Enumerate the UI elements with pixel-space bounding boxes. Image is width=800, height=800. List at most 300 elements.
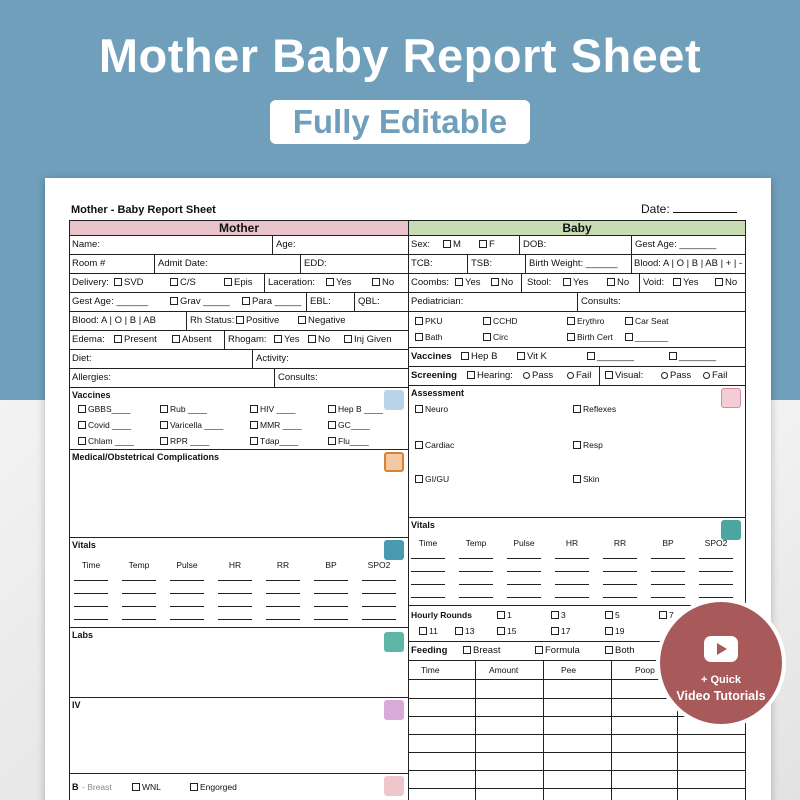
consults-label: Consults: — [278, 372, 318, 383]
coombs-yes-label: Yes — [465, 277, 481, 288]
resp-checkbox[interactable] — [573, 441, 581, 449]
vitals-entry-line[interactable] — [603, 558, 637, 559]
age-label: Age: — [276, 239, 296, 250]
vitals-entry-line[interactable] — [555, 558, 589, 559]
vitals-entry-line[interactable] — [507, 584, 541, 585]
hearing-checkbox[interactable] — [467, 371, 475, 379]
rh-negative-checkbox[interactable] — [298, 316, 306, 324]
vitals-entry-line[interactable] — [411, 584, 445, 585]
rh-negative-label: Negative — [308, 315, 346, 326]
vitals-entry-line[interactable] — [266, 580, 300, 581]
laceration-yes-label: Yes — [336, 277, 352, 288]
mother-column — [69, 220, 409, 800]
feed-table-row[interactable] — [409, 752, 745, 753]
baby-vitals-section[interactable] — [409, 518, 745, 606]
ebl-label: EBL: — [310, 296, 331, 307]
medical-chart-icon — [384, 540, 404, 560]
vaccine-label: GC____ — [338, 420, 370, 430]
stool-no-checkbox[interactable] — [607, 278, 615, 286]
skin-label: Skin — [583, 474, 600, 484]
svd-checkbox[interactable] — [114, 278, 122, 286]
other-test-checkbox[interactable] — [625, 333, 633, 341]
hearing-fail-label: Fail — [576, 370, 592, 381]
vitals-entry-line[interactable] — [122, 606, 156, 607]
mother-row-edema[interactable] — [70, 331, 408, 350]
breast-section — [70, 774, 408, 800]
complications-section[interactable] — [70, 450, 408, 538]
vitals-entry-line[interactable] — [74, 593, 108, 594]
pku-label: PKU — [425, 316, 443, 326]
feed-table-row[interactable] — [409, 734, 745, 735]
feed-col-poop: Poop — [635, 665, 655, 675]
sex-f-label: F — [489, 239, 495, 250]
vaccine-checkbox[interactable] — [250, 421, 258, 429]
rh-positive-label: Positive — [246, 315, 280, 326]
hearing-label: Hearing: — [477, 370, 513, 381]
vitals-entry-line[interactable] — [507, 558, 541, 559]
reflexes-checkbox[interactable] — [573, 405, 581, 413]
vaccine-label: Flu____ — [338, 436, 369, 446]
baby-blood-label: Blood: A | O | B | AB | + | - — [634, 258, 743, 269]
screening-label: Screening — [411, 370, 457, 381]
baby-vitals-col-rr: RR — [613, 538, 627, 548]
vaccine-label: RPR ____ — [170, 436, 210, 446]
edema-present-label: Present — [124, 334, 157, 345]
breastfeeding-icon — [384, 776, 404, 796]
erythro-label: Erythro — [577, 316, 605, 326]
complications-title: Medical/Obstetrical Complications — [72, 452, 220, 462]
vitals-entry-line[interactable] — [74, 606, 108, 607]
rhogam-yes-checkbox[interactable] — [274, 335, 282, 343]
sex-f-checkbox[interactable] — [479, 240, 487, 248]
svd-label: SVD — [124, 277, 144, 288]
wnl-label: WNL — [142, 782, 161, 792]
epis-label: Epis — [234, 277, 253, 288]
baby-tests-section — [409, 312, 745, 348]
feed-table-row[interactable] — [409, 788, 745, 789]
feed-col-time: Time — [421, 665, 440, 675]
hearing-fail-radio[interactable] — [567, 372, 574, 379]
vitals-entry-line[interactable] — [218, 580, 252, 581]
vitals-entry-line[interactable] — [699, 558, 733, 559]
stool-yes-label: Yes — [573, 277, 589, 288]
edema-present-checkbox[interactable] — [114, 335, 122, 343]
vitals-entry-line[interactable] — [218, 593, 252, 594]
vaccine-label: Hep B ____ — [338, 404, 383, 414]
void-yes-checkbox[interactable] — [673, 278, 681, 286]
baby-vitals-col-spo2: SPO2 — [704, 538, 728, 548]
vitals-entry-line[interactable] — [411, 558, 445, 559]
banner-subtitle: Fully Editable — [270, 100, 530, 144]
report-sheet — [45, 178, 771, 800]
vaccine-checkbox[interactable] — [328, 421, 336, 429]
baby-row-coombs[interactable] — [409, 274, 745, 293]
hourly-checkbox[interactable] — [605, 611, 613, 619]
assessment-title: Assessment — [411, 388, 465, 398]
vitals-entry-line[interactable] — [507, 597, 541, 598]
rhogam-no-label: No — [318, 334, 331, 345]
laceration-yes-checkbox[interactable] — [326, 278, 334, 286]
engorged-checkbox[interactable] — [190, 783, 198, 791]
hearing-pass-radio[interactable] — [523, 372, 530, 379]
rh-label: Rh Status: — [190, 315, 235, 326]
vitals-entry-line[interactable] — [555, 584, 589, 585]
tsb-label: TSB: — [471, 258, 493, 269]
vitals-entry-line[interactable] — [362, 606, 396, 607]
play-icon — [704, 636, 738, 662]
vitals-entry-line[interactable] — [651, 597, 685, 598]
stool-label: Stool: — [527, 277, 552, 288]
vaccine-checkbox[interactable] — [328, 437, 336, 445]
vaccine-checkbox[interactable] — [328, 405, 336, 413]
birth-cert-label: Birth Cert — [577, 332, 613, 342]
vitals-entry-line[interactable] — [314, 580, 348, 581]
void-no-checkbox[interactable] — [715, 278, 723, 286]
dob-label: DOB: — [523, 239, 547, 250]
para-label: Para _____ — [252, 296, 302, 307]
feed-both-checkbox[interactable] — [605, 646, 613, 654]
vaccine-label: MMR ____ — [260, 420, 302, 430]
baby-row-screening[interactable] — [409, 367, 745, 386]
badge-line2: Video Tutorials — [676, 689, 766, 703]
delivery-label: Delivery: — [72, 277, 109, 288]
sheet-date — [641, 202, 737, 216]
edd-label: EDD: — [304, 258, 327, 269]
b-label: B — [72, 782, 79, 792]
car-seat-label: Car Seat — [635, 316, 669, 326]
car-seat-checkbox[interactable] — [625, 317, 633, 325]
baby-header: Baby — [409, 221, 745, 236]
rhogam-label: Rhogam: — [228, 334, 267, 345]
void-yes-label: Yes — [683, 277, 699, 288]
hourly-checkbox[interactable] — [605, 627, 613, 635]
feed-breast-label: Breast — [473, 645, 501, 656]
vitals-entry-line[interactable] — [266, 593, 300, 594]
vitals-entry-line[interactable] — [555, 571, 589, 572]
labs-title: Labs — [72, 630, 94, 640]
sex-m-label: M — [453, 239, 461, 250]
vaccine-checkbox[interactable] — [78, 437, 86, 445]
syringe-icon — [384, 390, 404, 410]
edema-absent-checkbox[interactable] — [172, 335, 180, 343]
gigu-checkbox[interactable] — [415, 475, 423, 483]
breast-label: - Breast — [82, 782, 112, 792]
vitals-entry-line[interactable] — [74, 619, 108, 620]
circ-label: Circ — [493, 332, 509, 342]
mother-row-diet[interactable] — [70, 350, 408, 369]
hourly-label: 11 — [429, 626, 438, 636]
pediatrician-label: Pediatrician: — [411, 296, 464, 307]
vitals-entry-line[interactable] — [170, 580, 204, 581]
mother-vitals-title: Vitals — [72, 540, 96, 550]
other-test-label: _______ — [635, 332, 669, 342]
circ-checkbox[interactable] — [483, 333, 491, 341]
mother-vaccines-section — [70, 388, 408, 450]
vitals-entry-line[interactable] — [555, 597, 589, 598]
vit-k-label: Vit K — [527, 351, 547, 362]
cchd-label: CCHD — [493, 316, 518, 326]
clipboard-icon — [384, 452, 404, 472]
laceration-no-checkbox[interactable] — [372, 278, 380, 286]
hourly-label: 7 — [669, 610, 674, 620]
admit-label: Admit Date: — [158, 258, 208, 269]
vaccine-checkbox[interactable] — [160, 405, 168, 413]
baby-row-sex[interactable] — [409, 236, 745, 255]
neuro-checkbox[interactable] — [415, 405, 423, 413]
stool-yes-checkbox[interactable] — [563, 278, 571, 286]
erythro-checkbox[interactable] — [567, 317, 575, 325]
vaccine-checkbox[interactable] — [250, 437, 258, 445]
neuro-label: Neuro — [425, 404, 449, 414]
vitals-entry-line[interactable] — [74, 580, 108, 581]
hourly-label: 3 — [561, 610, 566, 620]
vitals-entry-line[interactable] — [362, 593, 396, 594]
feed-col-amount: Amount — [489, 665, 519, 675]
vitals-entry-line[interactable] — [170, 619, 204, 620]
vitals-col-spo2: SPO2 — [367, 560, 391, 570]
hourly-label: 5 — [615, 610, 620, 620]
inj-given-label: Inj Given — [354, 334, 392, 345]
visual-checkbox[interactable] — [605, 371, 613, 379]
assessment-section — [409, 386, 745, 518]
edema-label: Edema: — [72, 334, 105, 345]
sex-m-checkbox[interactable] — [443, 240, 451, 248]
skin-checkbox[interactable] — [573, 475, 581, 483]
vaccine-label: HIV ____ — [260, 404, 296, 414]
vaccine-checkbox[interactable] — [78, 421, 86, 429]
feed-table-row[interactable] — [409, 770, 745, 771]
vaccine-checkbox[interactable] — [250, 405, 258, 413]
grav-checkbox[interactable] — [170, 297, 178, 305]
vitals-entry-line[interactable] — [362, 619, 396, 620]
vitals-col-bp: BP — [325, 560, 337, 570]
feed-formula-checkbox[interactable] — [535, 646, 543, 654]
vaccine-label: GBBS____ — [88, 404, 131, 414]
baby-vitals-col-temp: Temp — [465, 538, 487, 548]
vaccine-checkbox[interactable] — [78, 405, 86, 413]
pku-checkbox[interactable] — [415, 317, 423, 325]
hourly-title: Hourly Rounds — [411, 610, 472, 620]
hep-b-label: Hep B — [471, 351, 498, 362]
coombs-no-label: No — [501, 277, 514, 288]
microscope-icon — [384, 632, 404, 652]
vitals-entry-line[interactable] — [603, 584, 637, 585]
vitals-entry-line[interactable] — [266, 606, 300, 607]
mother-row-gest[interactable] — [70, 293, 408, 312]
iv-title: IV — [72, 700, 81, 710]
visual-pass-radio[interactable] — [661, 372, 668, 379]
vitals-col-pulse: Pulse — [176, 560, 198, 570]
video-tutorials-badge[interactable] — [656, 598, 786, 728]
vaccine-label: Tdap____ — [260, 436, 299, 446]
vitals-entry-line[interactable] — [651, 558, 685, 559]
room-label: Room # — [72, 258, 106, 269]
hep-b-checkbox[interactable] — [461, 352, 469, 360]
vaccine-blank-checkbox-2[interactable] — [669, 352, 677, 360]
vitals-entry-line[interactable] — [362, 580, 396, 581]
vitals-entry-line[interactable] — [699, 584, 733, 585]
rh-positive-checkbox[interactable] — [236, 316, 244, 324]
vitals-entry-line[interactable] — [699, 571, 733, 572]
vitals-entry-line[interactable] — [459, 558, 493, 559]
name-label: Name: — [72, 239, 100, 250]
reflexes-label: Reflexes — [583, 404, 617, 414]
vitals-entry-line[interactable] — [266, 619, 300, 620]
hourly-label: 1 — [507, 610, 512, 620]
vaccine-label: Covid ____ — [88, 420, 132, 430]
engorged-label: Engorged — [200, 782, 237, 792]
hourly-checkbox[interactable] — [497, 611, 505, 619]
hourly-label: 19 — [615, 626, 625, 636]
vaccine-checkbox[interactable] — [160, 421, 168, 429]
grav-label: Grav _____ — [180, 296, 230, 307]
hourly-checkbox[interactable] — [419, 627, 427, 635]
blood-label: Blood: A | O | B | AB — [72, 315, 156, 326]
vitals-entry-line[interactable] — [507, 571, 541, 572]
iv-section[interactable] — [70, 698, 408, 774]
vaccine-label: Chlam ____ — [88, 436, 134, 446]
vaccines-title: Vaccines — [72, 390, 111, 400]
vitals-entry-line[interactable] — [314, 619, 348, 620]
vitals-entry-line[interactable] — [122, 619, 156, 620]
bath-checkbox[interactable] — [415, 333, 423, 341]
vitals-entry-line[interactable] — [459, 571, 493, 572]
vitals-entry-line[interactable] — [218, 606, 252, 607]
vitals-entry-line[interactable] — [603, 597, 637, 598]
vitals-entry-line[interactable] — [314, 606, 348, 607]
labs-section[interactable] — [70, 628, 408, 698]
cs-label: C/S — [180, 277, 196, 288]
mother-row-blood[interactable] — [70, 312, 408, 331]
vitals-entry-line[interactable] — [459, 584, 493, 585]
visual-pass-label: Pass — [670, 370, 692, 381]
inj-given-checkbox[interactable] — [344, 335, 352, 343]
stool-no-label: No — [617, 277, 630, 288]
birth-cert-checkbox[interactable] — [567, 333, 575, 341]
baby-consults-label: Consults: — [581, 296, 621, 307]
hourly-checkbox[interactable] — [497, 627, 505, 635]
vitals-col-temp: Temp — [128, 560, 150, 570]
diet-label: Diet: — [72, 353, 92, 364]
vitals-entry-line[interactable] — [218, 619, 252, 620]
feed-both-label: Both — [615, 645, 635, 656]
qbl-label: QBL: — [358, 296, 380, 307]
resp-label: Resp — [583, 440, 603, 450]
feed-col-pee: Pee — [561, 665, 577, 675]
tcb-label: TCB: — [411, 258, 433, 269]
vaccine-blank-label: _______ — [597, 351, 634, 362]
hourly-checkbox[interactable] — [659, 611, 667, 619]
vitals-entry-line[interactable] — [411, 571, 445, 572]
mother-row-allergies[interactable] — [70, 369, 408, 388]
coombs-no-checkbox[interactable] — [491, 278, 499, 286]
medical-chart-icon-baby — [721, 520, 741, 540]
laceration-label: Laceration: — [268, 277, 316, 288]
vaccine-blank-checkbox[interactable] — [587, 352, 595, 360]
vaccine-blank-label-2: _______ — [679, 351, 716, 362]
edema-absent-label: Absent — [182, 334, 212, 345]
cardiac-label: Cardiac — [425, 440, 455, 450]
hourly-checkbox[interactable] — [551, 627, 559, 635]
cchd-checkbox[interactable] — [483, 317, 491, 325]
para-checkbox[interactable] — [242, 297, 250, 305]
rhogam-no-checkbox[interactable] — [308, 335, 316, 343]
vitals-entry-line[interactable] — [411, 597, 445, 598]
gest-age-label: Gest Age: ______ — [72, 296, 149, 307]
mother-row-delivery[interactable] — [70, 274, 408, 293]
wnl-checkbox[interactable] — [132, 783, 140, 791]
vaccine-label: Varicella ____ — [170, 420, 224, 430]
mother-vitals-section[interactable] — [70, 538, 408, 628]
date-field[interactable] — [673, 202, 737, 213]
epis-checkbox[interactable] — [224, 278, 232, 286]
baby-row-vaccines[interactable] — [409, 348, 745, 367]
birth-weight-label: Birth Weight: ______ — [529, 258, 618, 269]
hourly-label: 15 — [507, 626, 517, 636]
void-label: Void: — [643, 277, 665, 288]
vitals-entry-line[interactable] — [122, 580, 156, 581]
sheet-title: Mother - Baby Report Sheet — [71, 204, 216, 216]
vitals-entry-line[interactable] — [314, 593, 348, 594]
cardiac-checkbox[interactable] — [415, 441, 423, 449]
vitals-col-time: Time — [81, 560, 101, 570]
baby-vitals-col-pulse: Pulse — [513, 538, 535, 548]
vitals-entry-line[interactable] — [122, 593, 156, 594]
void-no-label: No — [725, 277, 738, 288]
feed-formula-label: Formula — [545, 645, 580, 656]
visual-fail-radio[interactable] — [703, 372, 710, 379]
hearing-pass-label: Pass — [532, 370, 554, 381]
sex-label: Sex: — [411, 239, 431, 250]
vitals-entry-line[interactable] — [170, 593, 204, 594]
baby-row-pediatrician[interactable] — [409, 293, 745, 312]
rhogam-yes-label: Yes — [284, 334, 300, 345]
mother-header: Mother — [70, 221, 408, 236]
coombs-label: Coombs: — [411, 277, 450, 288]
baby-row-tcb[interactable] — [409, 255, 745, 274]
vaccine-checkbox[interactable] — [160, 437, 168, 445]
vitals-col-rr: RR — [276, 560, 290, 570]
allergies-label: Allergies: — [72, 372, 112, 383]
feed-breast-checkbox[interactable] — [463, 646, 471, 654]
hourly-label: 13 — [465, 626, 475, 636]
coombs-yes-checkbox[interactable] — [455, 278, 463, 286]
vit-k-checkbox[interactable] — [517, 352, 525, 360]
vaccine-label: Rub ____ — [170, 404, 207, 414]
visual-fail-label: Fail — [712, 370, 728, 381]
cs-checkbox[interactable] — [170, 278, 178, 286]
mother-row-room[interactable] — [70, 255, 408, 274]
laceration-no-label: No — [382, 277, 395, 288]
veins-icon — [384, 700, 404, 720]
vitals-col-hr: HR — [228, 560, 242, 570]
vitals-entry-line[interactable] — [651, 584, 685, 585]
activity-label: Activity: — [256, 353, 289, 364]
hourly-label: 17 — [561, 626, 571, 636]
vitals-entry-line[interactable] — [459, 597, 493, 598]
vitals-entry-line[interactable] — [170, 606, 204, 607]
date-label: Date: — [641, 202, 670, 216]
mother-row-name[interactable] — [70, 236, 408, 255]
bath-label: Bath — [425, 332, 443, 342]
visual-label: Visual: — [615, 370, 644, 381]
baby-vaccines-label: Vaccines — [411, 351, 452, 362]
hourly-checkbox[interactable] — [551, 611, 559, 619]
banner-title: Mother Baby Report Sheet — [98, 29, 702, 82]
vitals-entry-line[interactable] — [603, 571, 637, 572]
vitals-entry-line[interactable] — [651, 571, 685, 572]
hourly-checkbox[interactable] — [455, 627, 463, 635]
